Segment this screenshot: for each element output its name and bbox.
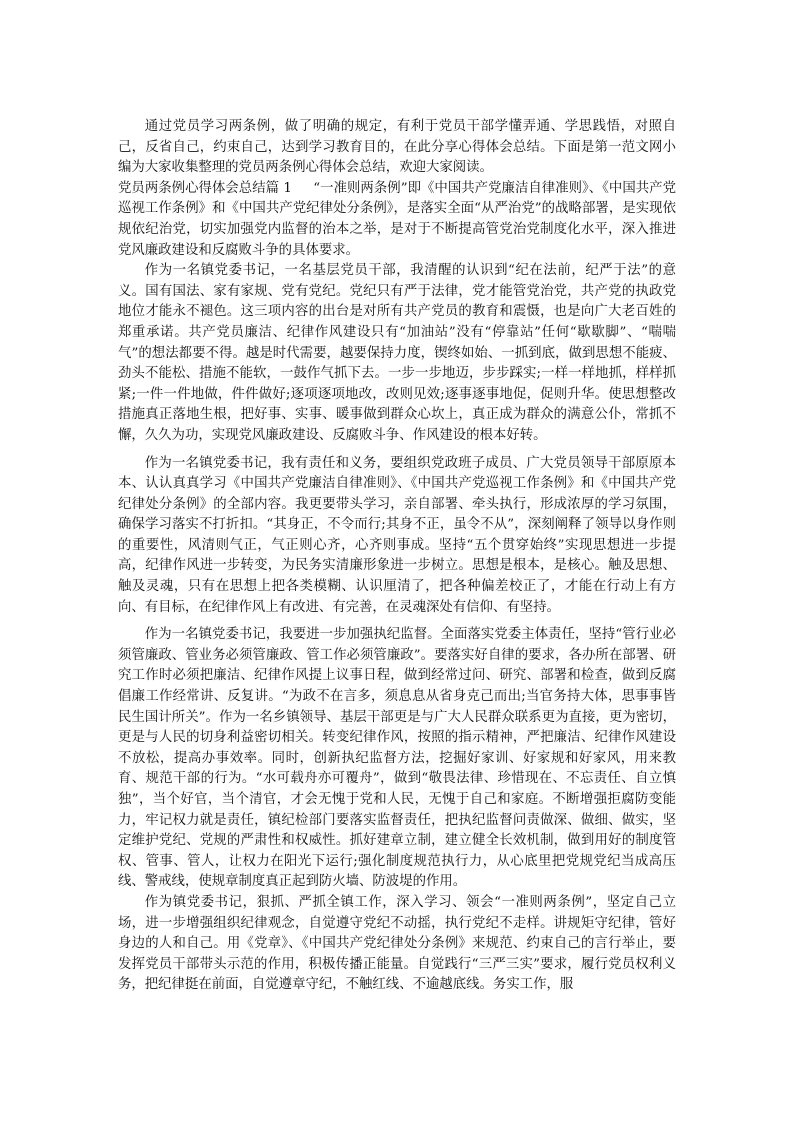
body-paragraph-2: 作为一名镇党委书记，一名基层党员干部，我清醒的认识到“纪在法前，纪严于法”的意义。国有国法、家有家规、党有党纪。党纪只有严于法律，党才能管党治党，共产党的执政党地位才能永不褪色。这三项内容的出台是对所有共产党员的教育和震慑，也是向广大老百姓的郑重承诺。共产党员廉洁、纪律作风建设只有“加油站”没有“停靠站”任何“歇歇脚”、“喘喘气”的想法都要不得。越是时代需要，越要保持力度，锲终如始、一抓到底，做到思想不能疲、劲头不能松、措施不能软，一鼓作气抓下去。一步一步地迈，步步踩实;一样一样地抓，样样抓紧;一件一件地做，件件做好;逐项逐项地改，改则见效;逐事逐事地促，促则升华。使思想整改措施真正落地生根，把好事、实事、暖事做到群众心坎上，真正成为群众的满意公仆，常抓不懈，久久为功，实现党风廉政建设、反腐败斗争、作风建设的根本好转。: [118, 263, 676, 443]
document-page: [118, 117, 676, 996]
body-paragraph-3: 作为一名镇党委书记，我有责任和义务，要组织党政班子成员、广大党员领导干部原原本本、认认真真学习《中国共产党廉洁自律准则》、《中国共产党巡视工作条例》和《中国共产党纪律处分条例》的全部内容。我更要带头学习，亲自部署、牵头执行，形成浓厚的学习氛围，确保学习落实不打折扣。“其身正，不令而行;其身不正，虽令不从”，深刻阐释了领导以身作则的重要性，风清则气正，气正则心齐，心齐则事成。坚持“五个贯穿始终”实现思想进一步提高，纪律作风进一步转变，为民务实清廉形象进一步树立。思想是根本，是核心。触及思想、触及灵魂，只有在思想上把各类模糊、认识厘清了，把各种偏差校正了，才能在行动上有方向、有目标，在纪律作风上有改进、有完善，在灵魂深处有信仰、有坚持。: [118, 455, 676, 615]
intro-paragraph: 通过党员学习两条例，做了明确的规定，有利于党员干部学懂弄通、学思践悟，对照自己，反省自己，约束自己，达到学习教育目的，在此分享心得体会总结。下面是第一范文网小编为大家收集整理的党员两条例心得体会总结，欢迎大家阅读。: [118, 119, 676, 176]
body-paragraph-4: 作为一名镇党委书记，我要进一步加强执纪监督。全面落实党委主体责任，坚持“管行业必须管廉政、管业务必须管廉政、管工作必须管廉政”。要落实好自律的要求，各办所在部署、研究工作时必须把廉洁、纪律作风提上议事日程，做到经常过问、研究、部署和检查，做到反腐倡廉工作经常讲、反复讲。“为政不在言多，须息息从省身克己而出;当官务持大体，思事事皆民生国计所关”。作为一名乡镇领导、基层干部更是与广大人民群众联系更为直接，更为密切，更是与人民的切身利益密切相关。转变纪律作风，按照的指示精神，严把廉洁、纪律作风建设不放松，提高办事效率。同时，创新执纪监督方法，挖掘好家训、好家规和好家风，用来教育、规范干部的行为。“水可载舟亦可覆舟”，做到“敬畏法律、珍惜现在、不忘责任、自立慎独”，当个好官，当个清官，才会无愧于党和人民，无愧于自己和家庭。不断增强拒腐防变能力，牢记权力就是责任，镇纪检部门要落实监督责任，把执纪监督问责做深、做细、做实，坚定维护党纪、党规的严肃性和权威性。抓好建章立制，建立健全长效机制，做到用好的制度管权、管事、管人，让权力在阳光下运行;强化制度规范执行力，从心底里把党规党纪当成高压线、警戒线，使规章制度真正起到防火墙、防波堤的作用。: [118, 627, 676, 890]
first-article-paragraph: [118, 179, 676, 261]
body-paragraph-5: 作为镇党委书记，狠抓、严抓全镇工作，深入学习、领会“一准则两条例”，坚定自己立场，进一步增强组织纪律观念，自觉遵守党纪不动摇，执行党纪不走样。讲规矩守纪律，管好身边的人和自己。用《党章》、《中国共产党纪律处分条例》来规范、约束自己的言行举止，要发挥党员干部带头示范的作用，积极传播正能量。自觉践行“三严三实”要求，履行党员权利义务，把纪律挺在前面，自觉遵章守纪，不触红线、不逾越底线。务实工作，服: [118, 894, 676, 993]
body-paragraph-1: “一准则两条例”即《中国共产党廉洁自律准则》、《中国共产党巡视工作条例》和《中国共产党纪律处分条例》，是落实全面“从严治党”的战略部署，是实现依规依纪治党，切实加强党内监督的治本之举，是对于不断提高管党治党制度化水平，深入推进党风廉政建设和反腐败斗争的具体要求。: [118, 180, 676, 258]
article-title: 党员两条例心得体会总结篇 1: [118, 180, 292, 196]
